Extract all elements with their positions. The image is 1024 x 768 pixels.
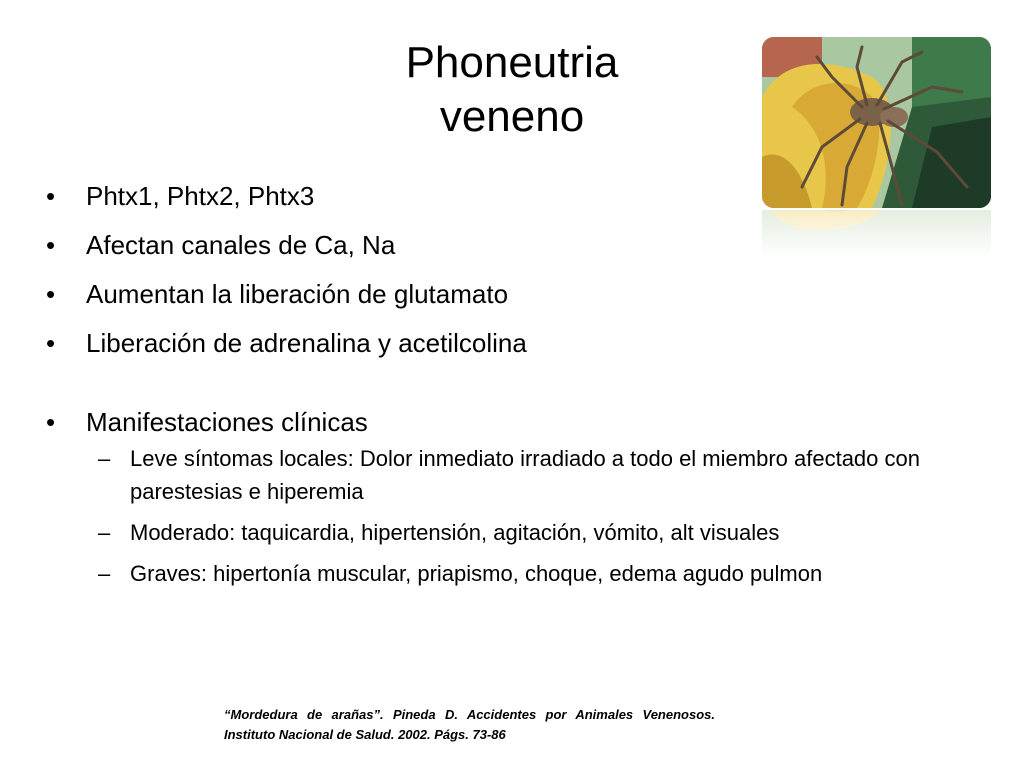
slide-title [340, 36, 684, 144]
sub-bullet-item: – Leve síntomas locales: Dolor inmediato irradiado a todo el miembro afectado con parestesias e hiperemia [86, 442, 960, 508]
bullet-item: • Afectan canales de Ca, Na [44, 229, 944, 261]
bullet-label: Manifestaciones clínicas [86, 407, 368, 437]
bullet-item: • Aumentan la liberación de glutamato [44, 278, 944, 310]
sub-bullet-item: – Graves: hipertonía muscular, priapismo, choque, edema agudo pulmon [86, 557, 960, 590]
bullet-item-manifestaciones [44, 406, 944, 590]
bullet-item: • Liberación de adrenalina y acetilcolina [44, 327, 944, 359]
title-line-2: veneno [439, 92, 585, 141]
sub-bullet-item: – Moderado: taquicardia, hipertensión, agitación, vómito, alt visuales [86, 516, 960, 549]
title-line-1: Phoneutria [405, 38, 619, 87]
sub-bullet-list [86, 442, 944, 590]
citation: “Mordedura de arañas”. Pineda D. Accidentes por Animales Venenosos. Instituto Nacional de Salud. 2002. Págs. 73-86 [224, 707, 715, 742]
bullet-item: • Phtx1, Phtx2, Phtx3 [44, 180, 944, 212]
bullet-list [44, 180, 944, 600]
